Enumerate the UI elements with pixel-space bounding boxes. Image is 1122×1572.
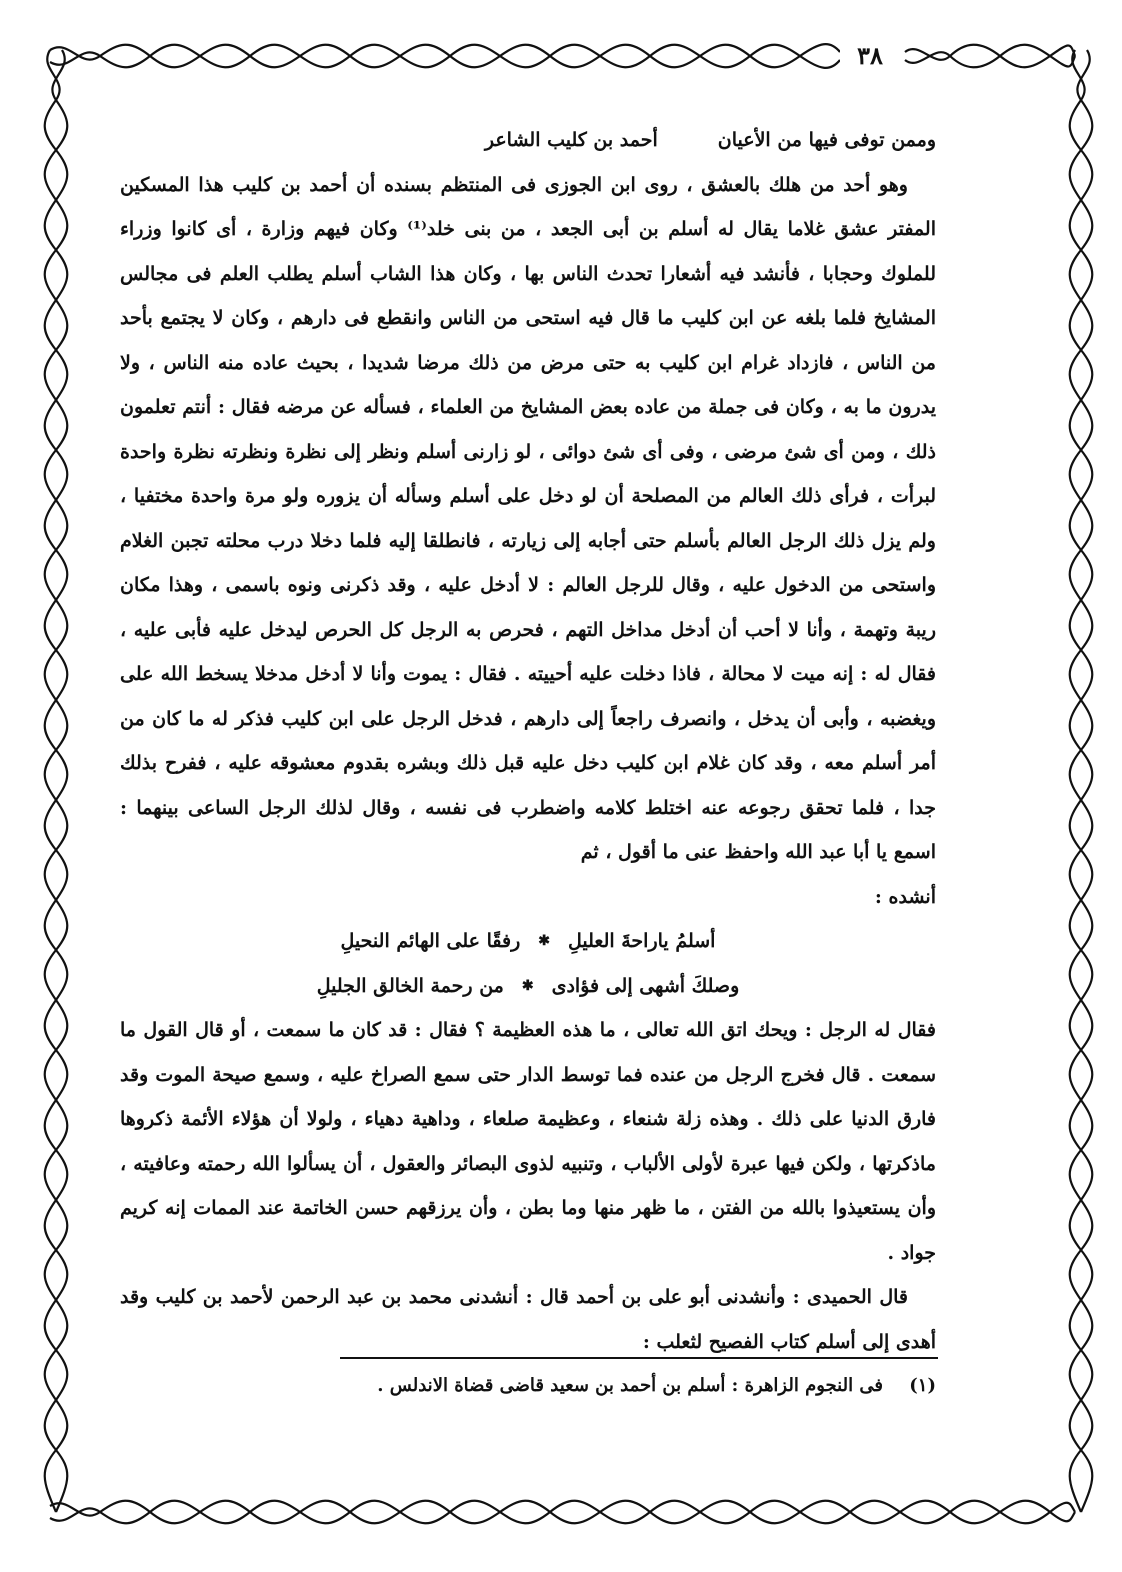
paragraph: قال الحميدى : وأنشدنى أبو على بن أحمد قال : أنشدنى محمد بن عبد الرحمن لأحمد بن كليب وقد أهدى إلى أسلم كتاب الفصيح لثعلب :	[120, 1286, 936, 1353]
section-heading	[120, 118, 936, 163]
verse-separator-icon: ✱	[521, 977, 534, 994]
hemistich-first: وصلكَ أشهى إلى فؤادى	[551, 974, 740, 997]
heading-intro: وممن توفى فيها من الأعيان	[717, 129, 936, 151]
hemistich-first: أسلمُ ياراحةَ العليلِ	[567, 930, 716, 952]
paragraph: وهو أحد من هلك بالعشق ، روى ابن الجوزى فى المنتظم بسنده أن أحمد بن كليب هذا المسكين المفتر عشق غلاما يقال له أسلم بن أبى الجعد ، من بنى خلد⁽¹⁾ وكان فيهم وزارة ، أى كانوا وزراء للملوك وحجابا ، فأنشد فيه أشعارا تحدث الناس بها ، وكان هذا الشاب أسلم يطلب العلم فى مجالس المشايخ فلما بلغه عن ابن كليب ما قال فيه استحى من الناس وانقطع فى دارهم ، وكان لا يجتمع بأحد من الناس ، فازداد غرام ابن كليب به حتى مرض من ذلك مرضا شديدا ، بحيث عاده منه الناس ، ولا يدرون ما به ، وكان فى جملة من عاده بعض المشايخ من العلماء ، فسأله عن مرضه فقال : أنتم تعلمون ذلك ، ومن أى شئ مرضى ، وفى أى شئ دوائى ، لو زارنى أسلم ونظر إلى نظرة ونظرته نظرة واحدة لبرأت ، فرأى ذلك العالم من المصلحة أن لو دخل على أسلم وسأله أن يزوره ولو مرة واحدة مختفيا ، ولم يزل ذلك الرجل العالم بأسلم حتى أجابه إلى زيارته ، فانطلقا إليه فلما دخلا درب محلته تجبن الغلام واستحى من الدخول عليه ، وقال للرجل العالم : لا أدخل عليه ، وقد ذكرنى ونوه باسمى ، وهذا مكان ريبة وتهمة ، وأنا لا أحب أن أدخل مداخل التهم ، فحرص به الرجل كل الحرص ليدخل عليه فأبى عليه ، فقال له : إنه ميت لا محالة ، فاذا دخلت عليه أحييته . فقال : يموت وأنا لا أدخل مدخلا يسخط الله على ويغضبه ، وأبى أن يدخل ، وانصرف راجعاً إلى دارهم ، فدخل الرجل على ابن كليب فذكر له ما كان من أمر أسلم معه ، وقد كان غلام ابن كليب دخل عليه قبل ذلك وبشره بقدوم معشوقه عليه ، ففرح بذلك جدا ، فلما تحقق رجوعه عنه اختلط كلامه واضطرب فى نفسه ، وقال لذلك الرجل الساعى بينهما : اسمع يا أبا عبد الله واحفظ عنى ما أقول ، ثم	[120, 173, 936, 863]
footnote-divider	[340, 1357, 938, 1359]
verse-line	[120, 964, 936, 1009]
verse-intro: أنشده :	[874, 885, 936, 908]
page-number: ٣٨	[840, 40, 900, 72]
footnote-number: (١)	[909, 1375, 936, 1396]
heading-name: أحمد بن كليب الشاعر	[484, 129, 658, 151]
footnote-text: فى النجوم الزاهرة : أسلم بن أحمد بن سعيد قاضى قضاة الاندلس .	[377, 1375, 883, 1396]
main-text	[120, 118, 936, 1418]
paragraph: فقال له الرجل : ويحك اتق الله تعالى ، ما هذه العظيمة ؟ فقال : قد كان ما سمعت ، أو قال القول ما سمعت . قال فخرج الرجل من عنده فما توسط الدار حتى سمع الصراخ عليه ، وسمع صيحة الموت وقد فارق الدنيا على ذلك . وهذه زلة شنعاء ، وعظيمة صلعاء ، وداهية دهياء ، ولولا أن هؤلاء الأئمة ذكروها ماذكرتها ، ولكن فيها عبرة لأولى الألباب ، وتنبيه لذوى البصائر والعقول ، أن يسألوا الله رحمته وعافيته ، وأن يستعيذوا بالله من الفتن ، ما ظهر منها وما بطن ، وأن يرزقهم حسن الخاتمة عند الممات إنه كريم جواد .	[120, 1019, 936, 1264]
hemistich-second: من رحمة الخالق الجليلِ	[316, 974, 504, 997]
verse-line	[120, 919, 936, 964]
verse-separator-icon: ✱	[538, 933, 550, 949]
footnote	[150, 1366, 936, 1416]
hemistich-second: رفقًا على الهائم النحيلِ	[340, 930, 521, 952]
